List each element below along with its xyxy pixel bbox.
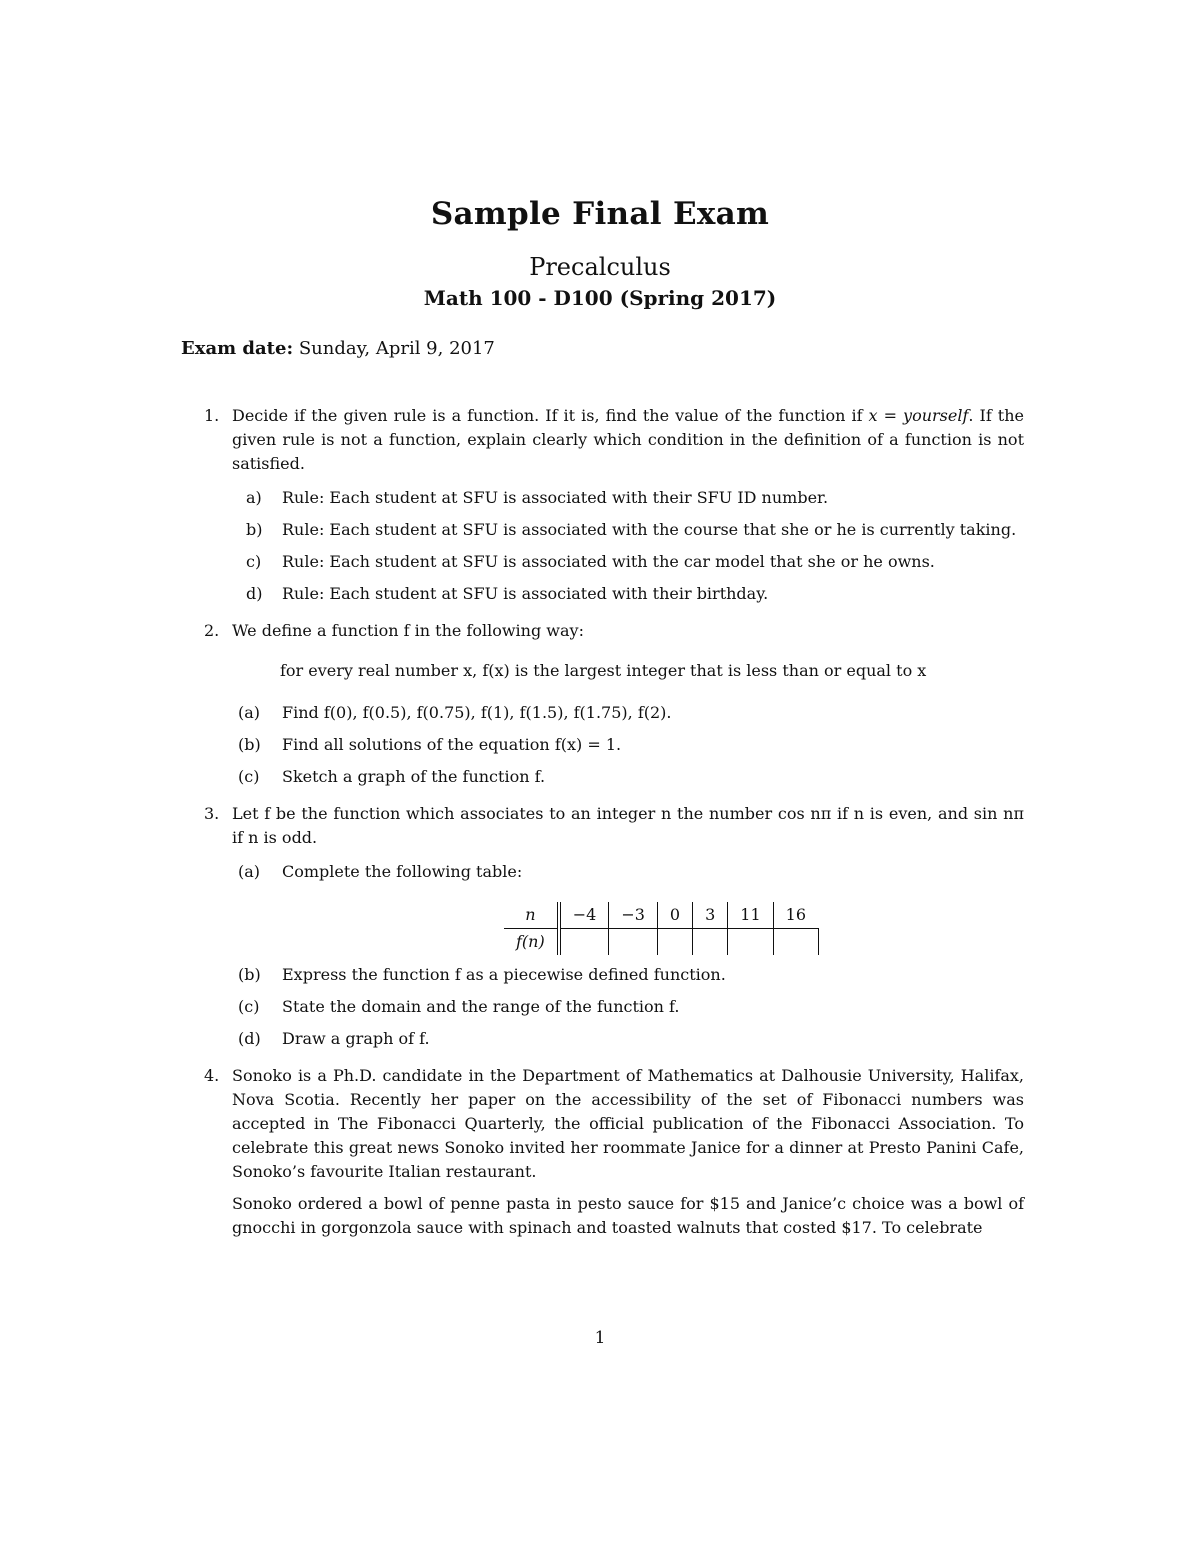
exam-date-value: Sunday, April 9, 2017 [298,338,495,359]
question-1 [204,404,1024,606]
sub-question-label: b) [246,520,263,539]
sub-question-text: Draw a graph of f. [282,1029,430,1048]
question-number: 2. [204,621,220,640]
question-text-part: Decide if the given rule is a function. If it is, find the value of the function if [232,406,869,425]
question-text-part: . If the given rule is not a function, explain clearly which condition in the definition of a function is not satisfied. [232,406,1024,473]
table-cell: 11 [728,902,773,929]
value-table [504,902,819,955]
sub-question-label: (a) [238,703,261,722]
sub-question-text: Find all solutions of the equation f(x) = 1. [282,735,622,754]
exam-date-label: Exam date: [181,338,294,359]
sub-question [232,733,1024,757]
sub-question-text: Rule: Each student at SFU is associated with the car model that she or he owns. [282,552,935,571]
question-paragraph: Sonoko is a Ph.D. candidate in the Department of Mathematics at Dalhousie University, Halifax, Nova Scotia. Recently her paper on the accessibility of the set of Fibonacci numbers was accepted in The Fibonacci Quarterly, the official publication of the Fibonacci Association. To celebrate this great news Sonoko invited her roommate Janice for a dinner at Presto Panini Cafe, Sonoko’s favourite Italian restaurant. [232,1066,1024,1181]
question-3 [204,802,1024,1051]
question-number: 3. [204,804,220,823]
sub-questions [232,486,1024,606]
sub-question-label: (c) [238,997,260,1016]
table-cell: 16 [773,902,818,929]
question-2 [204,619,1024,789]
table-row [504,929,818,956]
sub-question-text: Complete the following table: [282,862,523,881]
sub-question-text: Find f(0), f(0.5), f(0.75), f(1), f(1.5), f(1.75), f(2). [282,703,672,722]
sub-question [232,550,1024,574]
sub-question-text: Express the function f as a piecewise defined function. [282,965,726,984]
table-blank-cell[interactable] [728,929,773,956]
sub-question [232,860,1024,955]
sub-question [232,486,1024,510]
table-blank-cell[interactable] [773,929,818,956]
question-number: 4. [204,1066,220,1085]
sub-question-label: d) [246,584,263,603]
question-number: 1. [204,406,220,425]
sub-question-text: Rule: Each student at SFU is associated with their SFU ID number. [282,488,829,507]
sub-question [232,765,1024,789]
question-text: Let f be the function which associates to an integer n the number cos nπ if n is even, and sin nπ if n is odd. [232,804,1024,847]
sub-question-label: (c) [238,767,260,786]
table-cell: 3 [693,902,728,929]
sub-question-label: (b) [238,965,261,984]
table-blank-cell[interactable] [559,929,609,956]
table-cell: −3 [609,902,658,929]
sub-question [232,518,1024,542]
italic-word: yourself [903,406,969,425]
table-header-cell: f(n) [504,929,559,956]
math-variable: x [868,406,878,425]
equals-sign: = [877,406,904,425]
sub-question [232,701,1024,725]
question-text: We define a function f in the following way: [232,621,584,640]
page-number: 1 [594,1328,606,1348]
sub-question-label: (b) [238,735,261,754]
course-title: Math 100 - D100 (Spring 2017) [423,286,777,310]
sub-question-label: (d) [238,1029,261,1048]
sub-questions [232,701,1024,789]
sub-question-label: a) [246,488,262,507]
sub-question [232,1027,1024,1051]
table-row [504,902,818,929]
sub-question-text: Sketch a graph of the function f. [282,767,546,786]
sub-questions [232,860,1024,1051]
page-subtitle: Precalculus [529,253,671,281]
exam-date [181,338,495,359]
page-title: Sample Final Exam [430,196,770,232]
table-header-cell: n [504,902,559,929]
questions [204,404,1024,1253]
table-blank-cell[interactable] [609,929,658,956]
table-cell: −4 [559,902,609,929]
sub-question [232,995,1024,1019]
question-4 [204,1064,1024,1240]
sub-question-text: State the domain and the range of the function f. [282,997,680,1016]
sub-question-label: (a) [238,862,261,881]
sub-question-text: Rule: Each student at SFU is associated with the course that she or he is currently taking. [282,520,1017,539]
sub-question-label: c) [246,552,262,571]
sub-question [232,582,1024,606]
sub-question-text: Rule: Each student at SFU is associated with their birthday. [282,584,769,603]
table-blank-cell[interactable] [693,929,728,956]
table-cell: 0 [657,902,692,929]
question-text [232,404,1024,476]
question-paragraph: Sonoko ordered a bowl of penne pasta in pesto sauce for $15 and Janice’c choice was a bowl of gnocchi in gorgonzola sauce with spinach and toasted walnuts that costed $17. To celebrate [232,1194,1024,1237]
function-definition: for every real number x, f(x) is the largest integer that is less than or equal to x [280,661,927,680]
table-blank-cell[interactable] [657,929,692,956]
sub-question [232,963,1024,987]
